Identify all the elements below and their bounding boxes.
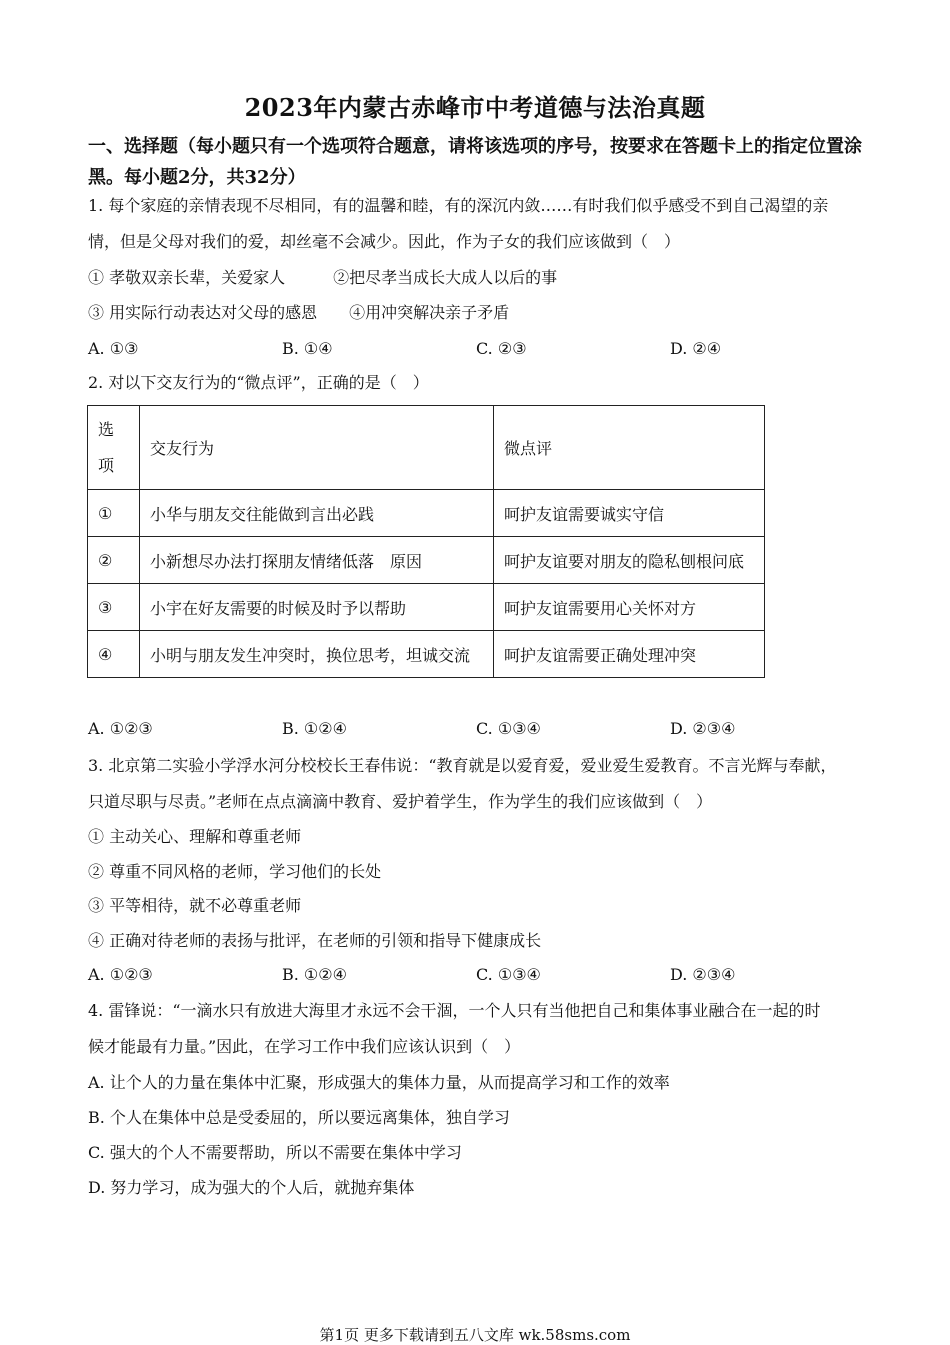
q1-option-a: A. ①③ — [88, 339, 139, 358]
table-row — [88, 631, 765, 678]
row-comment: 呵护友谊需要诚实守信 — [494, 490, 765, 537]
q3-option-a: A. ①②③ — [88, 965, 153, 984]
table-row — [88, 584, 765, 631]
q3-item-4: ④ 正确对待老师的表扬与批评，在老师的引领和指导下健康成长 — [88, 931, 542, 950]
q2-option-c: C. ①③④ — [476, 719, 541, 738]
q3-option-d: D. ②③④ — [670, 965, 736, 984]
q3-option-b: B. ①②④ — [282, 965, 347, 984]
row-comment: 呵护友谊需要正确处理冲突 — [494, 631, 765, 678]
table-row — [88, 490, 765, 537]
header-comment-cell: 微点评 — [494, 406, 765, 490]
page-title: 2023年内蒙古赤峰市中考道德与法治真题 — [244, 93, 706, 122]
q1-items-line2: ③ 用实际行动表达对父母的感恩 ④用冲突解决亲子矛盾 — [88, 303, 510, 322]
row-behavior: 小宇在好友需要的时候及时予以帮助 — [140, 584, 494, 631]
q2-table — [87, 405, 765, 678]
q3-item-2: ② 尊重不同风格的老师，学习他们的长处 — [88, 862, 382, 881]
q1-option-c: C. ②③ — [476, 339, 527, 358]
row-comment: 呵护友谊需要用心关怀对方 — [494, 584, 765, 631]
q4-option-b: B. 个人在集体中总是受委屈的，所以要远离集体，独自学习 — [88, 1108, 510, 1127]
q4-stem-line2: 候才能最有力量。”因此，在学习工作中我们应该认识到（ ） — [88, 1037, 521, 1056]
header-behavior-cell: 交友行为 — [140, 406, 494, 490]
header-option-cell: 选 项 — [88, 406, 140, 490]
q4-option-a: A. 让个人的力量在集体中汇聚，形成强大的集体力量，从而提高学习和工作的效率 — [88, 1073, 670, 1092]
row-number: ① — [88, 490, 140, 537]
q1-option-b: B. ①④ — [282, 339, 333, 358]
q1-stem-line2: 情，但是父母对我们的爱，却丝毫不会减少。因此，作为子女的我们应该做到（ ） — [88, 232, 681, 251]
q2-option-a: A. ①②③ — [88, 719, 153, 738]
q3-item-1: ① 主动关心、理解和尊重老师 — [88, 827, 302, 846]
q1-option-d: D. ②④ — [670, 339, 722, 358]
row-number: ③ — [88, 584, 140, 631]
section-heading: 一、选择题（每小题只有一个选项符合题意，请将该选项的序号，按要求在答题卡上的指定位置涂黑。每小题2分，共32分） — [88, 136, 862, 188]
q1-stem-line1: 1. 每个家庭的亲情表现不尽相同，有的温馨和睦，有的深沉内敛……有时我们似乎感受不到自己渴望的亲 — [88, 196, 829, 215]
q3-item-3: ③ 平等相待，就不必尊重老师 — [88, 896, 302, 915]
q4-option-c: C. 强大的个人不需要帮助，所以不需要在集体中学习 — [88, 1143, 462, 1162]
table-row — [88, 537, 765, 584]
row-number: ④ — [88, 631, 140, 678]
row-behavior: 小明与朋友发生冲突时，换位思考，坦诚交流 — [140, 631, 494, 678]
row-comment: 呵护友谊要对朋友的隐私刨根问底 — [494, 537, 765, 584]
q2-option-b: B. ①②④ — [282, 719, 347, 738]
q4-stem-line1: 4. 雷锋说：“一滴水只有放进大海里才永远不会干涸，一个人只有当他把自己和集体事业融合在一起的时 — [88, 1001, 821, 1020]
table-header-row — [88, 406, 765, 490]
row-behavior: 小华与朋友交往能做到言出必践 — [140, 490, 494, 537]
page-footer: 第1页 更多下载请到五八文库 wk.58sms.com — [319, 1326, 631, 1344]
q4-option-d: D. 努力学习，成为强大的个人后，就抛弃集体 — [88, 1178, 415, 1197]
row-behavior: 小新想尽办法打探朋友情绪低落 原因 — [140, 537, 494, 584]
q3-option-c: C. ①③④ — [476, 965, 541, 984]
q3-stem-line2: 只道尽职与尽责。”老师在点点滴滴中教育、爱护着学生，作为学生的我们应该做到（ ） — [88, 792, 713, 811]
q1-items-line1: ① 孝敬双亲长辈，关爱家人 ②把尽孝当成长大成人以后的事 — [88, 268, 558, 287]
q2-option-d: D. ②③④ — [670, 719, 736, 738]
row-number: ② — [88, 537, 140, 584]
q3-stem-line1: 3. 北京第二实验小学浮水河分校校长王春伟说：“教育就是以爱育爱，爱业爱生爱教育。不言光辉与奉献， — [88, 756, 837, 775]
q2-stem: 2. 对以下交友行为的“微点评”，正确的是（ ） — [88, 373, 429, 392]
